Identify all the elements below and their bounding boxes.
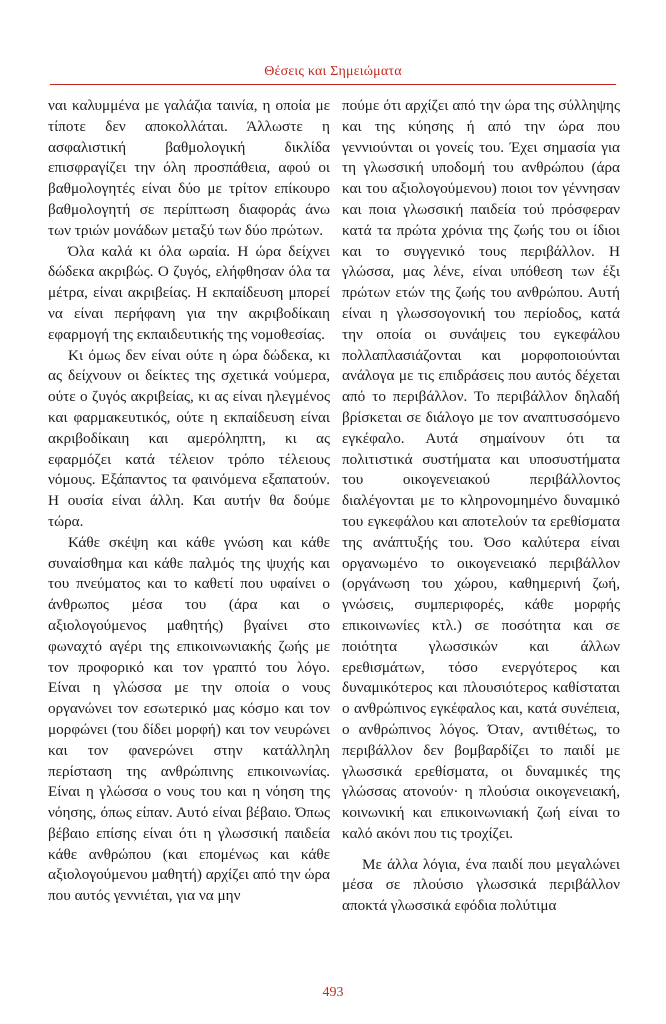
running-header: Θέσεις και Σημειώματα [264,64,402,79]
page-number: 493 [322,985,344,1000]
paragraph: Όλα καλά κι όλα ωραία. Η ώρα δείχνει δώδεκα ακριβώς. Ο ζυγός, ελήφθησαν όλα τα μέτρα, είναι ακριβείας. Η εκπαίδευση μπορεί να είναι περήφανη για την ακριβοδίκαιη εφαρμογή της εκπαιδευτικής της νομοθεσίας. [48,242,330,343]
paragraph: πούμε ότι αρχίζει από την ώρα της σύλληψης και της κύησης ή από την ώρα που γεννιούνται οι γονείς του. Έχει σημασία για τη γλωσσική υποδομή του ανθρώπου (άρα και του αξιολογούμενου) ποιοι τον γέννησαν και ποια γλωσσική παιδεία τού πρόσφεραν κατά τα πρώτα χρόνια της ζωής του οι ίδιοι και το συγγενικό τους περιβάλλον. Η γλώσσα, μας λένε, είναι υπόθεση των έξι πρώτων ετών της ζωής του ανθρώπου. Αυτή είναι η γλωσσογονική του περίοδος, κατά την οποία οι συνάψεις του εγκεφάλου πολλαπλασιάζονται και μορφοποιούνται ανάλογα με τις επιδράσεις που αυτός δέχεται από το περιβάλλον. Το περιβάλλον δηλαδή βρίσκεται σε διάλογο με τον αναπτυσσόμενο εγκέφαλο. Αυτά σημαίνουν ότι τα πολιτιστικά συστήματα και υποσυστήματα του οικογενειακού περιβάλλοντος διαλέγονται με το κληρονομημένο δυναμικό του εγκεφάλου και αποτελούν τα ερεθίσματα της ανάπτυξής του. Όσο καλύτερα είναι οργανωμένο το οικογενειακό περιβάλλον (οργάνωση του χώρου, καθημερινή ζωή, γνώσεις, συμπεριφορές, κάθε μορφής επικοινωνίες κτλ.) σε ποσότητα και σε ποιότητα γλωσσικών και άλλων ερεθισμάτων, τόσο ενεργότερος και δυναμικότερος και πλουσιότερος καθίσταται ο ανθρώπινος εγκέφαλος και, κατά συνέπεια, ο ανθρώπινος λόγος. Όταν, αντιθέτως, το περιβάλλον δεν βομβαρδίζει το παιδί με γλωσσικά ερεθίσματα, οι δυναμικές της γλώσσας ατονούν· η πλούσια οικογενειακή, κοινωνική και επικοινωνιακή ζωή είναι το καλό ακόνι που τις τροχίζει. [342,97,620,842]
left-column [48,96,330,907]
paragraph: Κι όμως δεν είναι ούτε η ώρα δώδεκα, κι ας δείχνουν οι δείκτες της σχετικά νούμερα, ούτε ο ζυγός ακριβείας, κι ας είναι ηλεγμένος και φαρμακευτικός, ούτε η εκπαίδευση είναι ακριβοδίκαιη και αμερόληπτη, κι ας εφαρμόζει κατά τέλειον τρόπο τέλειους νόμους. Εξάπαντος τα φαινόμενα εξαπατούν. Η ουσία είναι άλλη. Και αυτήν θα δούμε τώρα. [48,346,330,530]
paragraph: ναι καλυμμένα με γαλάζια ταινία, η οποία με τίποτε δεν αποκολλάται. Άλλωστε η ασφαλιστική βαθμολογική δικλίδα επισφραγίζει την όλη προσπάθεια, αφού οι βαθμολογητές είναι δύο με τρίτον επίκουρο βαθμολογητή σε περίπτωση διαφοράς άνω των τριών μονάδων μεταξύ των δύο πρώτων. [48,97,330,239]
paragraph: Κάθε σκέψη και κάθε γνώση και κάθε συναίσθημα και κάθε παλμός της ψυχής και του πνεύματος και το καθετί που υφαίνει ο άνθρωπος μέσα του (άρα και ο αξιολογούμενος μαθητής) βγαίνει στο φωναχτό αγέρι της επικοινωνιακής ζωής με τον προφορικό και τον γραπτό του λόγο. Είναι η γλώσσα με την οποία ο νους οργανώνει τον εσωτερικό μας κόσμο και τον μορφώνει (του δίδει μορφή) και τον νευρώνει και τον φανερώνει στην κατάλληλη περίσταση της ανθρώπινης επικοινωνίας. Είναι η γλώσσα ο νους του και η νόηση της νόησης, όπως είπαν. Αυτό είναι βέβαιο. Όπως βέβαιο επίσης είναι ότι η γλωσσική παιδεία κάθε ανθρώπου (και επομένως και κάθε αξιολογούμενου μαθητή) αρχίζει από την ώρα που αυτός γεννιέται, για να μην [48,533,330,905]
paragraph: Με άλλα λόγια, ένα παιδί που μεγαλώνει μέσα σε πλούσιο γλωσσικά περιβάλλον αποκτά γλωσσικά εφόδια πολύτιμα [342,855,620,915]
header-rule [50,84,616,85]
right-column [342,96,620,917]
